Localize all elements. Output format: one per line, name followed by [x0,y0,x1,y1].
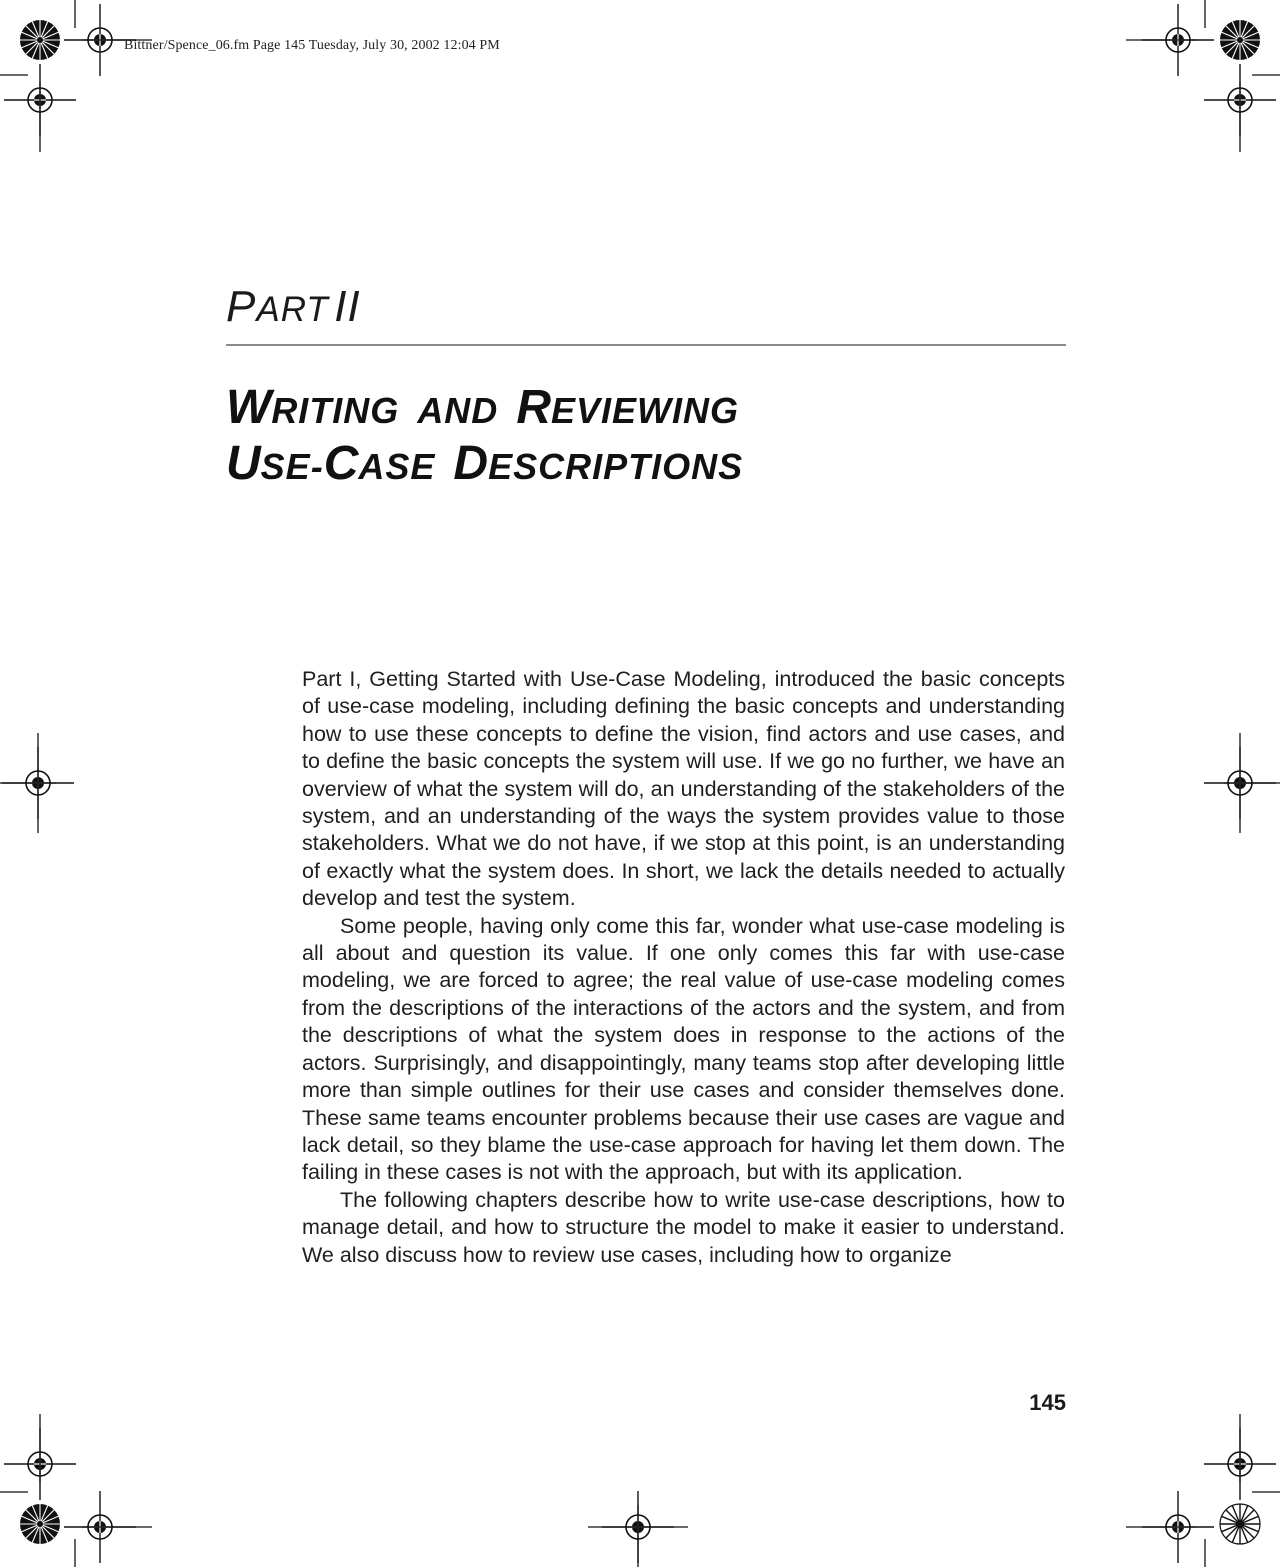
title-word-4-cap: U [226,437,261,490]
paragraph-3: The following chapters describe how to write use-case descriptions, how to manage detail, and how to structure the model to make it easier to understand. We also discuss how to review use cases, including how to organize [302,1187,1065,1267]
title-divider [226,344,1066,346]
title-word-1-cap: W [226,381,272,434]
title-word-5-cap: C [323,437,359,490]
part-word-rest: ART [256,290,329,329]
title-word-3-rest: EVIEWING [550,390,740,431]
body-text [302,666,1065,1269]
part-numeral: II [334,282,361,331]
title-line-2 [226,438,1086,494]
title-word-5-rest: ASE [358,446,436,487]
part-title [226,382,1086,494]
paragraph-2: Some people, having only come this far, wonder what use-case modeling is all about and question its value. If one only comes this far with use-case modeling, we are forced to agree; the real value of use-case modeling comes from the descriptions of the interactions of the actors and the system, and from the descriptions of what the system does in response to the actions of the actors. Surprisingly, and disappointingly, many teams stop after developing little more than simple outlines for their use cases and consider themselves done. These same teams encounter problems because their use cases are vague and lack detail, so they blame the use-case approach for having let them down. The failing in these cases is not with the approach, but with its application. [302,913,1065,1185]
file-slug-line: Bittner/Spence_06.fm Page 145 Tuesday, July 30, 2002 12:04 PM [124,38,500,53]
title-word-3-cap: R [516,381,551,434]
part-label [226,282,361,332]
title-word-6-cap: D [453,437,489,490]
title-word-4-rest: SE- [260,446,324,487]
title-word-1-rest: RITING [271,390,400,431]
title-word-6-rest: ESCRIPTIONS [488,446,744,487]
title-word-2: AND [417,390,499,431]
paragraph-1: Part I, Getting Started with Use-Case Modeling, introduced the basic concepts of use-case modeling, including defining the basic concepts and understanding how to use these concepts to define the vision, find actors and use cases, and to define the basic concepts the system will use. If we go no further, we have an overview of what the system will do, an understanding of the stakeholders of the system, and an understanding of the ways the system provides value to those stakeholders. What we do not have, if we stop at this point, is an understanding of exactly what the system does. In short, we lack the details needed to actually develop and test the system. [302,667,1065,911]
title-line-1 [226,382,1086,438]
part-first-letter: P [226,282,257,331]
page-number: 145 [1029,1390,1066,1415]
